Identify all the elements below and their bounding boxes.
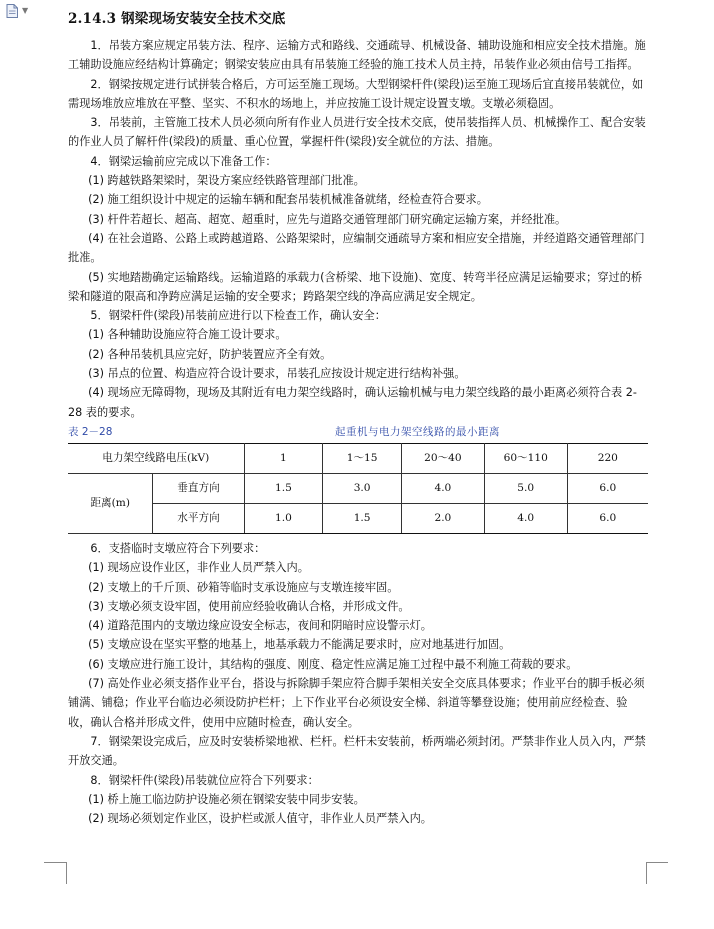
list-item: (2) 现场必须划定作业区，设护栏或派人值守，非作业人员严禁入内。 (88, 812, 432, 826)
list-item: (5) 支墩应设在坚实平整的地基上，地基承载力不能满足要求时，应对地基进行加固。 (88, 638, 511, 652)
list-item: (3) 吊点的位置、构造应符合设计要求，吊装孔应按设计规定进行结构补强。 (88, 367, 466, 381)
list-item: (1) 现场应设作业区，非作业人员严禁入内。 (88, 561, 309, 575)
paragraph: 5．钢梁杆件(梁段)吊装前应进行以下检查工作，确认安全： (90, 309, 386, 323)
voltage-header-cell: 电力架空线路电压(kV) (68, 443, 244, 473)
section-heading: 2.14.3 钢梁现场安装安全技术交底 (68, 11, 286, 27)
table-cell: 6.0 (567, 503, 648, 533)
list-item: (7) 高处作业必须支搭作业平台，搭设与拆除脚手架应符合脚手架相关安全交底具体要求；作业平台的脚手板必须铺满、铺稳；作业平台临边必须设防护栏杆；上下作业平台必须设安全梯、斜道等攀登设施；使用前应经检查、验收，确认合格并形成文件，使用中应随时检查，确认安全。 (68, 677, 645, 729)
distance-table (68, 443, 648, 534)
table-row (68, 473, 648, 503)
list-item: (1) 各种辅助设施应符合施工设计要求。 (88, 328, 287, 342)
list-item: (2) 各种吊装机具应完好，防护装置应齐全有效。 (88, 347, 332, 361)
crop-mark (646, 862, 668, 863)
crop-mark (44, 862, 66, 863)
paragraph: 8．钢梁杆件(梁段)吊装就位应符合下列要求： (90, 773, 319, 787)
table-cell: 1.5 (323, 503, 402, 533)
voltage-cell: 60～110 (484, 443, 567, 473)
table-title: 起重机与电力架空线路的最小距离 (335, 425, 500, 438)
crop-mark (44, 862, 67, 884)
list-item: (1) 跨越铁路架梁时，架设方案应经铁路管理部门批准。 (88, 174, 365, 188)
list-item: (4) 道路范围内的支墩边缘应设安全标志，夜间和阴暗时应设警示灯。 (88, 619, 432, 633)
list-item: (6) 支墩应进行施工设计，其结构的强度、刚度、稳定性应满足施工过程中最不利施工荷载的要求。 (88, 657, 578, 671)
table-header-row (68, 443, 648, 473)
list-item: (3) 支墩必须支设牢固，使用前应经验收确认合格，并形成文件。 (88, 599, 410, 613)
table-cell: 4.0 (401, 473, 484, 503)
paragraph: 7．钢梁架设完成后，应及时安装桥梁地袱、栏杆。栏杆未安装前，桥两端必须封闭。严禁非作业人员入内，严禁开放交通。 (68, 734, 646, 768)
row-label: 垂直方向 (153, 473, 244, 503)
row-label: 水平方向 (153, 503, 244, 533)
crop-mark (646, 862, 669, 884)
table-number: 表 2－28 (68, 425, 113, 438)
paragraphs-after-table (68, 539, 648, 828)
list-item: (3) 杆件若超长、超高、超宽、超重时，应先与道路交通管理部门研究确定运输方案，并经批准。 (88, 212, 567, 226)
list-item: (5) 实地踏勘确定运输路线。运输道路的承载力(含桥梁、地下设施)、宽度、转弯半径应满足运输要求；穿过的桥梁和隧道的限高和净跨应满足运输的安全要求；跨路架空线的净高应满足安全规定。 (68, 270, 643, 303)
paragraph: 3．吊装前，主管施工技术人员必须向所有作业人员进行安全技术交底，使吊装指挥人员、机械操作工、配合安装的作业人员了解杆件(梁段)的质量、重心位置，掌握杆件(梁段)安全就位的方法、措施。 (68, 116, 646, 149)
document-icon[interactable] (6, 4, 18, 18)
table-cell: 5.0 (484, 473, 567, 503)
paragraph: 4．钢梁运输前应完成以下准备工作： (90, 154, 277, 168)
table-row (68, 503, 648, 533)
paragraph: 6．支搭临时支墩应符合下列要求： (90, 541, 266, 555)
voltage-cell: 1 (244, 443, 323, 473)
voltage-cell: 1～15 (323, 443, 402, 473)
table-caption (68, 423, 648, 441)
list-item: (2) 支墩上的千斤顶、砂箱等临时支承设施应与支墩连接牢固。 (88, 580, 399, 594)
table-cell: 6.0 (567, 473, 648, 503)
list-item: (4) 在社会道路、公路上或跨越道路、公路架梁时，应编制交通疏导方案和相应安全措施，并经道路交通管理部门批准。 (68, 231, 645, 265)
table-cell: 2.0 (401, 503, 484, 533)
table-cell: 4.0 (484, 503, 567, 533)
paragraph: 2．钢梁按规定进行试拼装合格后，方可运至施工现场。大型钢梁杆件(梁段)运至施工现场后宜直接吊装就位，如需现场堆放应堆放在平整、坚实、不积水的场地上，并应按施工设计规定设置支墩。支墩必须稳固。 (68, 77, 644, 110)
list-item: (1) 桥上施工临边防护设施必须在钢梁安装中同步安装。 (88, 792, 365, 806)
table-cell: 3.0 (323, 473, 402, 503)
paragraphs-before-table (68, 36, 648, 422)
voltage-cell: 220 (567, 443, 648, 473)
table-cell: 1.5 (244, 473, 323, 503)
voltage-cell: 20～40 (401, 443, 484, 473)
paragraph: 1．吊装方案应规定吊装方法、程序、运输方式和路线、交通疏导、机械设备、辅助设施和相应安全技术措施。施工辅助设施应经结构计算确定；钢梁安装应由具有吊装施工经验的施工技术人员主持，吊装作业必须由信号工指挥。 (68, 39, 646, 72)
document-body (68, 36, 648, 828)
table-cell: 1.0 (244, 503, 323, 533)
distance-group-label: 距离(m) (68, 473, 153, 533)
list-item: (4) 现场应无障碍物，现场及其附近有电力架空线路时，确认运输机械与电力架空线路的最小距离必须符合表 2-28 表的要求。 (68, 386, 637, 419)
chevron-down-icon[interactable]: ▼ (22, 6, 29, 15)
list-item: (2) 施工组织设计中规定的运输车辆和配套吊装机械准备就绪，经检查符合要求。 (88, 193, 488, 207)
